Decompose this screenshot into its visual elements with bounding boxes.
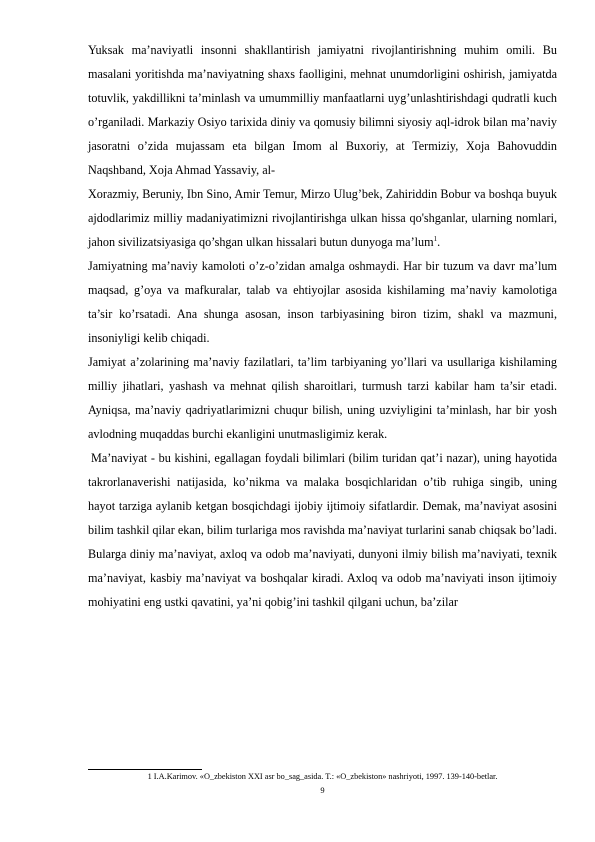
paragraph-3: Jamiyatning ma’naviy kamoloti o’z-o’zidan amalga oshmaydi. Har bir tuzum va davr ma’lum maqsad, g’oya va mafkuralar, talab va ehtiyojlar asosida kishilaming ma’naviy kamolotiga ta’sir ko’rsatadi. Ana shunga asosan, inson tarbiyasining biron tizim, shakl va mazmuni, insoniyligi kelib chiqadi.	[88, 259, 557, 345]
footnote: 1 I.A.Karimov. «O_zbekiston XXI asr bo_sag_asida. T.: «O_zbekiston» nashriyoti, 1997. 139-140-betlar.	[147, 772, 498, 781]
paragraph-2-text: Xorazmiy, Beruniy, Ibn Sino, Amir Temur, Mirzo Ulug’bek, Zahiriddin Bobur va boshqa buyuk ajdodlarimiz milliy madaniyatimizni rivojlantirishga ulkan hissa qo'shganlar, ularning nomlari, jahon sivilizatsiyasiga qo’shgan ulkan hissalari butun dunyoga ma’lum	[88, 187, 557, 249]
page-number: 9	[320, 785, 325, 795]
paragraph-2	[88, 182, 557, 254]
body-text	[88, 38, 557, 614]
paragraph-4: Jamiyat a’zolarining ma’naviy fazilatlari, ta’lim tarbiyaning yo’llari va usullariga kishilaming milliy jihatlari, yashash va mehnat qilish sharoitlari, turmush tarzi kabilar ham ta’sir etadi. Ayniqsa, ma’naviy qadriyatlarimizni chuqur bilish, uning uzviyligini ta’minlash, har bir yosh avlodning muqaddas burchi ekanligini unutmasligimiz kerak.	[88, 355, 557, 441]
paragraph-5: Ma’naviyat - bu kishini, egallagan foydali bilimlari (bilim turidan qat’i nazar), uning hayotida takrorlanaverishi natijasida, ko’nikma va malaka bosqichlaridan o’tib ruhiga singib, uning hayot tarziga aylanib ketgan bosqichdagi ijobiy ijtimoiy sifatlardir. Demak, ma’naviyat asosini bilim tashkil qilar ekan, bilim turlariga mos ravishda ma’naviyat turlarini sanab chiqsak bo’ladi. Bularga diniy ma’naviyat, axloq va odob ma’naviyati, dunyoni ilmiy bilish ma’naviyati, texnik ma’naviyat, kasbiy ma’naviyat va boshqalar kiradi. Axloq va odob ma’naviyati inson ijtimoiy mohiyatini eng ustki qavatini, ya’ni qobig’ini tashkil qilgani uchun, ba’zilar	[88, 451, 557, 609]
footnote-divider	[88, 769, 202, 770]
paragraph-1: Yuksak ma’naviyatli insonni shakllantirish jamiyatni rivojlantirishning muhim omili. Bu masalani yoritishda ma’naviyatning shaxs faolligini, mehnat unumdorligini oshirish, jamiyatda totuvlik, yakdillikni ta’minlash va umummilliy manfaatlarni uyg’unlashtirishdagi qudratli kuch o’rganiladi. Markaziy Osiyo tarixida diniy va qomusiy bilimni siyosiy aql-idrok bilan ma’naviy jasoratni o’zida mujassam eta bilgan Imom al Buxoriy, at Termiziy, Xoja Bahovuddin Naqshband, Xoja Ahmad Yassaviy, al-	[88, 43, 557, 177]
paragraph-2-end: .	[437, 235, 441, 249]
footnote-reference[interactable]: 1	[433, 234, 438, 243]
